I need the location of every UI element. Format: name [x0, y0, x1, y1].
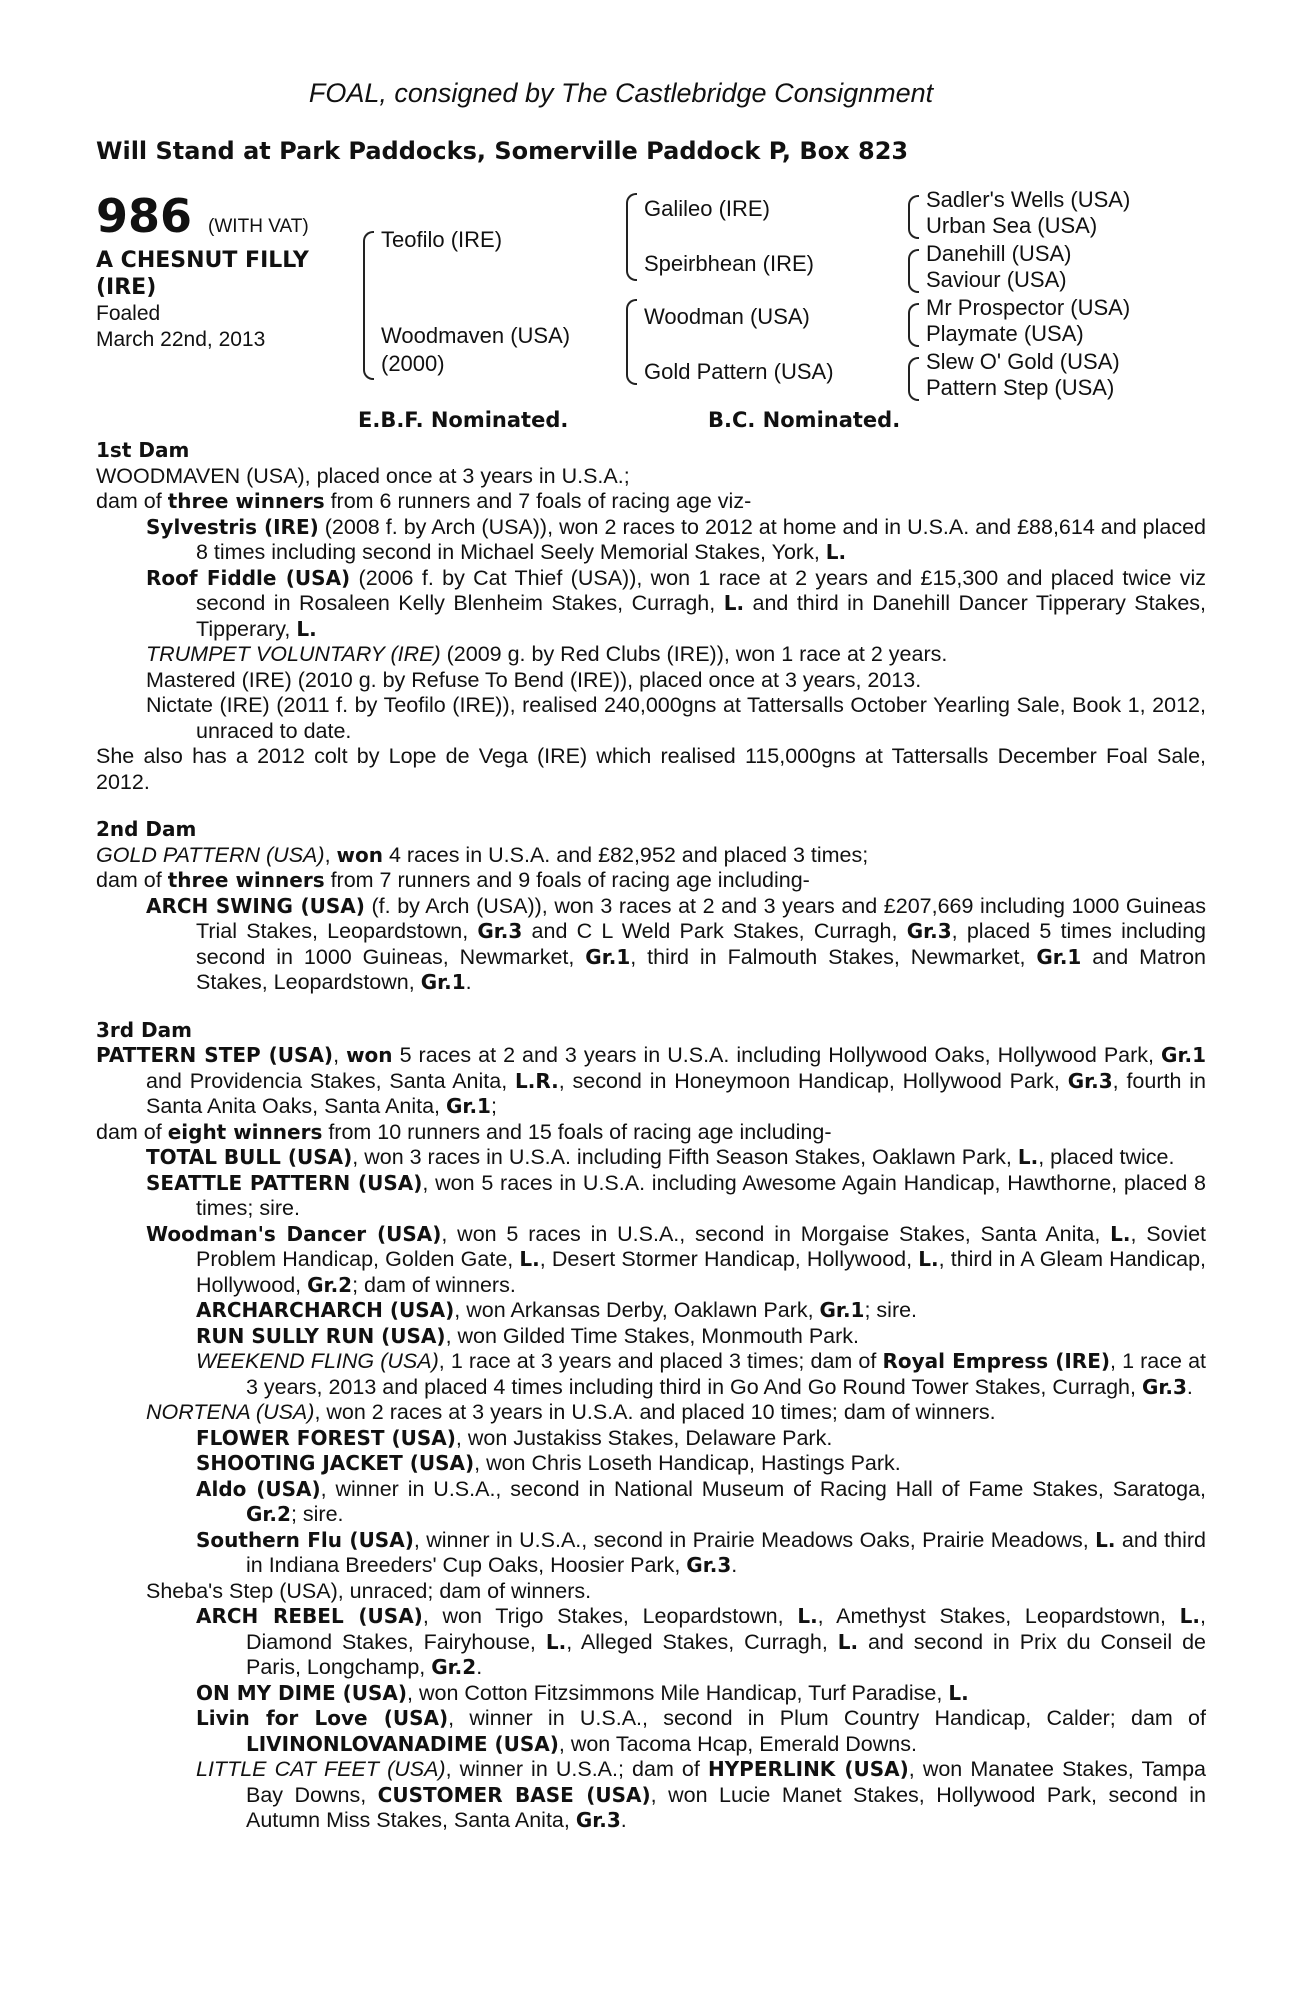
- section-title: 2nd Dam: [96, 817, 197, 841]
- record-line: Nictate (IRE) (2011 f. by Teofilo (IRE)), realised 240,000gns at Tattersalls October Yearling Sale, Book 1, 2012, unraced to date.: [146, 693, 1206, 743]
- record-line: Sheba's Step (USA), unraced; dam of winners.: [146, 1578, 592, 1603]
- record-line: NORTENA (USA), won 2 races at 3 years in U.S.A. and placed 10 times; dam of winners.: [146, 1400, 996, 1424]
- record-line: WOODMAVEN (USA), placed once at 3 years in U.S.A.;: [96, 463, 630, 488]
- record-line: GOLD PATTERN (USA), won 4 races in U.S.A. and £82,952 and placed 3 times;: [96, 842, 869, 867]
- dam-sire: Woodman (USA): [644, 304, 810, 329]
- lot-number-value: 986: [96, 189, 193, 243]
- record-line: SHOOTING JACKET (USA), won Chris Loseth Handicap, Hastings Park.: [196, 1451, 901, 1475]
- record-line: TRUMPET VOLUNTARY (IRE) (2009 g. by Red Clubs (IRE)), won 1 race at 2 years.: [146, 642, 948, 666]
- pedigree-brace: [363, 231, 374, 380]
- sire-sire: Galileo (IRE): [644, 196, 770, 221]
- record-line: She also has a 2012 colt by Lope de Vega (IRE) which realised 115,000gns at Tattersalls December Foal Sale, 2012.: [96, 744, 1206, 794]
- dam-dam-sire: Slew O' Gold (USA): [926, 349, 1120, 374]
- record-line: dam of eight winners from 10 runners and 15 foals of racing age including-: [96, 1119, 832, 1144]
- lot-title: [96, 247, 356, 301]
- sire-sire-sire: Sadler's Wells (USA): [926, 187, 1131, 212]
- record-line: dam of three winners from 7 runners and 9 foals of racing age including-: [96, 868, 810, 892]
- dam-sire-sire: Mr Prospector (USA): [926, 295, 1131, 320]
- dam-dam: Gold Pattern (USA): [644, 359, 834, 384]
- sire-sire-dam: Urban Sea (USA): [926, 213, 1098, 238]
- pedigree-brace: [908, 357, 919, 401]
- record-line: Aldo (USA), winner in U.S.A., second in National Museum of Racing Hall of Fame Stakes, Saratoga, Gr.2; sire.: [196, 1476, 1206, 1526]
- stand-location: Will Stand at Park Paddocks, Somerville Paddock P, Box 823: [96, 137, 909, 165]
- record-line: WEEKEND FLING (USA), 1 race at 3 years and placed 3 times; dam of Royal Empress (IRE), 1 race at 3 years, 2013 and placed 4 times including third in Go And Go Round Tower Stakes, Curragh, Gr.3.: [196, 1349, 1207, 1399]
- record-line: Woodman's Dancer (USA), won 5 races in U.S.A., second in Morgaise Stakes, Santa Anita, L., Soviet Problem Handicap, Golden Gate, L., Desert Stormer Handicap, Hollywood, L., third in A Gleam Handicap, Hollywood, Gr.2; dam of winners.: [146, 1221, 1206, 1297]
- lot-title-line2: (IRE): [96, 275, 157, 300]
- foaled-label: Foaled: [96, 302, 161, 325]
- section-title: 1st Dam: [96, 438, 190, 462]
- record-line: SEATTLE PATTERN (USA), won 5 races in U.S.A. including Awesome Again Handicap, Hawthorne, placed 8 times; sire.: [146, 1170, 1207, 1220]
- sire-dam: Speirbhean (IRE): [644, 251, 814, 276]
- lot-number: [96, 189, 356, 243]
- record-line: ON MY DIME (USA), won Cotton Fitzsimmons Mile Handicap, Turf Paradise, L.: [196, 1680, 969, 1705]
- catalogue-page: [96, 78, 1206, 1834]
- record-line: Livin for Love (USA), winner in U.S.A., second in Plum Country Handicap, Calder; dam of LIVINONLOVANADIME (USA), won Tacoma Hcap, Emerald Downs.: [196, 1706, 1206, 1756]
- record-line: FLOWER FOREST (USA), won Justakiss Stakes, Delaware Park.: [196, 1425, 833, 1450]
- record-line: ARCH SWING (USA) (f. by Arch (USA)), won 3 races at 2 and 3 years and £207,669 including 1000 Guineas Trial Stakes, Leopardstown, Gr.3 and C L Weld Park Stakes, Curragh, Gr.3, placed 5 times including second in 1000 Guineas, Newmarket, Gr.1, third in Falmouth Stakes, Newmarket, Gr.1 and Matron Stakes, Leopardstown, Gr.1.: [146, 893, 1207, 994]
- produce-record: [96, 438, 1206, 1834]
- pedigree-block: [96, 187, 1206, 438]
- pedigree-brace: [908, 195, 919, 239]
- dam: Woodmaven (USA): [381, 323, 571, 348]
- vat-label: (WITH VAT): [208, 216, 309, 237]
- record-line: LITTLE CAT FEET (USA), winner in U.S.A.; dam of HYPERLINK (USA), won Manatee Stakes, Tampa Bay Downs, CUSTOMER BASE (USA), won Lucie Manet Stakes, Hollywood Park, second in Autumn Miss Stakes, Santa Anita, Gr.3.: [196, 1757, 1207, 1832]
- bc-nomination: B.C. Nominated.: [708, 408, 901, 432]
- consignor-header: FOAL, consigned by The Castlebridge Consignment: [308, 78, 934, 108]
- record-line: dam of three winners from 6 runners and 7 foals of racing age viz-: [96, 489, 752, 513]
- record-line: Southern Flu (USA), winner in U.S.A., second in Prairie Meadows Oaks, Prairie Meadows, L. and third in Indiana Breeders' Cup Oaks, Hoosier Park, Gr.3.: [196, 1527, 1206, 1577]
- sire: Teofilo (IRE): [381, 227, 503, 252]
- pedigree-brace: [626, 299, 637, 385]
- ebf-nomination: E.B.F. Nominated.: [358, 408, 569, 432]
- pedigree-brace: [908, 303, 919, 347]
- pedigree-brace: [908, 249, 919, 293]
- record-line: Roof Fiddle (USA) (2006 f. by Cat Thief (USA)), won 1 race at 2 years and £15,300 and placed twice viz second in Rosaleen Kelly Blenheim Stakes, Curragh, L. and third in Danehill Dancer Tipperary Stakes, Tipperary, L.: [146, 565, 1207, 641]
- record-line: PATTERN STEP (USA), won 5 races at 2 and 3 years in U.S.A. including Hollywood Oaks, Hollywood Park, Gr.1 and Providencia Stakes, Santa Anita, L.R., second in Honeymoon Handicap, Hollywood Park, Gr.3, fourth in Santa Anita Oaks, Santa Anita, Gr.1;: [96, 1043, 1206, 1118]
- record-line: Sylvestris (IRE) (2008 f. by Arch (USA)), won 2 races to 2012 at home and in U.S.A. and £88,614 and placed 8 times including second in Michael Seely Memorial Stakes, York, L.: [146, 514, 1207, 564]
- record-line: ARCH REBEL (USA), won Trigo Stakes, Leopardstown, L., Amethyst Stakes, Leopardstown, L., Diamond Stakes, Fairyhouse, L., Alleged Stakes, Curragh, L. and second in Prix du Conseil de Paris, Longchamp, Gr.2.: [196, 1604, 1207, 1679]
- record-line: Mastered (IRE) (2010 g. by Refuse To Bend (IRE)), placed once at 3 years, 2013.: [146, 667, 922, 692]
- section-title: 3rd Dam: [96, 1017, 192, 1042]
- lot-title-line1: A CHESNUT FILLY: [96, 248, 309, 273]
- sire-dam-sire: Danehill (USA): [926, 241, 1072, 266]
- dam-year: (2000): [381, 351, 445, 376]
- foaled-date: March 22nd, 2013: [96, 328, 266, 351]
- lot-info: [96, 189, 356, 353]
- sire-dam-dam: Saviour (USA): [926, 267, 1067, 292]
- dam-sire-dam: Playmate (USA): [926, 321, 1084, 346]
- record-line: TOTAL BULL (USA), won 3 races in U.S.A. including Fifth Season Stakes, Oaklawn Park, L., placed twice.: [146, 1145, 1175, 1169]
- record-line: ARCHARCHARCH (USA), won Arkansas Derby, Oaklawn Park, Gr.1; sire.: [196, 1298, 918, 1322]
- dam-dam-dam: Pattern Step (USA): [926, 375, 1115, 400]
- record-line: RUN SULLY RUN (USA), won Gilded Time Stakes, Monmouth Park.: [196, 1323, 860, 1348]
- pedigree-brace: [626, 193, 637, 281]
